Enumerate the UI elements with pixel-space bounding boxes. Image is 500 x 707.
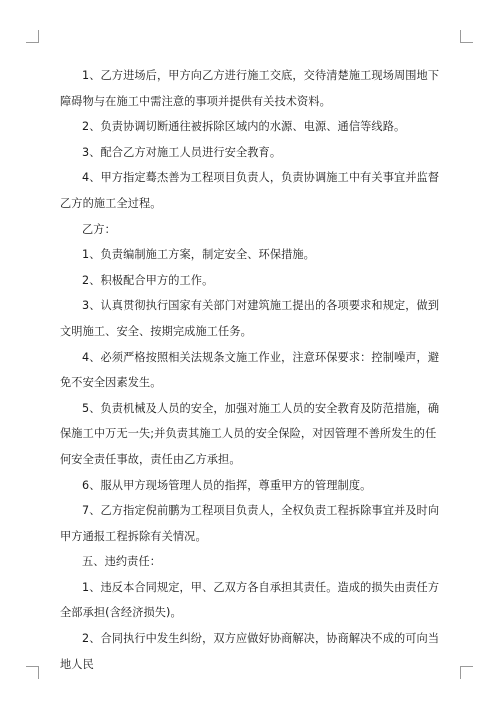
section-heading-liability: 五、违约责任：: [82, 555, 162, 569]
paragraph-c1: 1、违反本合同规定，甲、乙双方各自承担其责任。造成的损失由责任方全部承担(含经济损失)。: [60, 580, 440, 620]
paragraph-b6: 6、服从甲方现场管理人员的指挥，尊重甲方的管理制度。: [82, 478, 372, 492]
crop-mark-bottom-right: [460, 666, 473, 679]
paragraph-b3: 3、认真贯彻执行国家有关部门对建筑施工提出的各项要求和规定，做到文明施工、安全、按期完成施工任务。: [60, 299, 440, 338]
paragraph-a1: 1、乙方进场后，甲方向乙方进行施工交底，交待清楚施工现场周围地下障碍物与在施工中需注意的事项并提供有关技术资料。: [60, 69, 440, 108]
paragraph-a2: 2、负责协调切断通往被拆除区域内的水源、电源、通信等线路。: [82, 120, 406, 134]
paragraph-b2: 2、积极配合甲方的工作。: [82, 273, 214, 287]
document-body: [60, 63, 445, 677]
crop-mark-top-left: [26, 30, 39, 43]
section-heading-party-b: 乙方：: [82, 222, 116, 236]
paragraph-b4: 4、必须严格按照相关法规条文施工作业，注意环保要求：控制噪声，避免不安全因素发生。: [60, 350, 440, 390]
crop-mark-bottom-left: [26, 666, 39, 679]
paragraph-c2: 2、合同执行中发生纠纷，双方应做好协商解决，协商解决不成的可向当地人民: [60, 632, 440, 671]
paragraph-b7: 7、乙方指定倪前鹏为工程项目负责人，全权负责工程拆除事宜并及时向甲方通报工程拆除有关情况。: [60, 504, 440, 543]
crop-mark-top-right: [460, 30, 473, 43]
paragraph-b1: 1、负责编制施工方案，制定安全、环保措施。: [82, 248, 315, 262]
paragraph-a3: 3、配合乙方对施工人员进行安全教育。: [82, 145, 282, 159]
paragraph-b5: 5、负责机械及人员的安全，加强对施工人员的安全教育及防范措施，确保施工中万无一失;并负责其施工人员的安全保险，对因管理不善所发生的任何安全责任事故，责任由乙方承担。: [60, 401, 440, 466]
paragraph-a4: 4、甲方指定蓦杰善为工程项目负责人，负责协调施工中有关事宜并监督乙方的施工全过程。: [60, 171, 440, 210]
